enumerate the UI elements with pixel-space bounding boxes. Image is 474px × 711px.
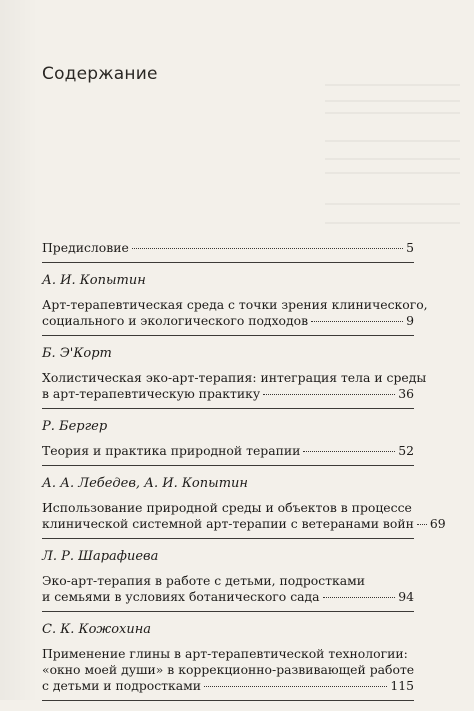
- toc-title-text: с детьми и подростками: [42, 678, 202, 693]
- ghost-line: [325, 203, 460, 205]
- page-number: 94: [398, 589, 414, 604]
- toc-line-last: [42, 313, 414, 329]
- toc-line: Использование природной среды и объектов в процессе: [42, 500, 412, 515]
- ghost-line: [325, 84, 460, 86]
- ghost-line: [325, 222, 460, 224]
- dot-leader: [204, 686, 387, 687]
- author-name: А. И. Копытин: [42, 273, 146, 288]
- toc-line-last: [42, 386, 414, 402]
- dot-leader: [323, 597, 396, 598]
- page-number: 115: [390, 678, 414, 693]
- dot-leader: [263, 394, 395, 395]
- page-number: 9: [406, 313, 414, 328]
- ghost-line: [325, 172, 460, 174]
- dot-leader: [132, 248, 403, 249]
- toc-title-text: Предисловие: [42, 240, 129, 255]
- page-number: 52: [398, 443, 414, 458]
- contents-heading: Содержание: [42, 64, 158, 84]
- divider: [42, 611, 414, 612]
- toc-line: Холистическая эко-арт-терапия: интеграция тела и среды: [42, 370, 427, 385]
- toc-line: Применение глины в арт-терапевтической технологии:: [42, 646, 408, 661]
- author-name: Р. Бергер: [42, 419, 108, 434]
- toc-entry[interactable]: [42, 476, 446, 532]
- divider: [42, 262, 414, 263]
- author-name: Л. Р. Шарафиева: [42, 549, 159, 564]
- toc-entry[interactable]: [42, 419, 414, 459]
- toc-line: Эко-арт-терапия в работе с детьми, подростками: [42, 573, 366, 588]
- toc-entry[interactable]: [42, 240, 414, 256]
- divider: [42, 700, 414, 701]
- divider: [42, 335, 414, 336]
- ghost-line: [325, 158, 460, 160]
- toc-title-text: Теория и практика природной терапии: [42, 443, 301, 458]
- author-name: А. А. Лебедев, А. И. Копытин: [42, 476, 248, 491]
- page-number: 36: [398, 386, 414, 401]
- toc-line-last: [42, 240, 414, 256]
- dot-leader: [311, 321, 403, 322]
- toc-entry[interactable]: [42, 346, 427, 402]
- dot-leader: [417, 524, 427, 525]
- ghost-line: [325, 112, 460, 114]
- toc-line-last: [42, 678, 414, 694]
- dot-leader: [303, 451, 395, 452]
- toc-entry[interactable]: [42, 273, 428, 329]
- page-number: 5: [406, 240, 414, 255]
- table-of-contents: [42, 240, 446, 711]
- toc-entry[interactable]: [42, 622, 414, 694]
- ghost-line: [325, 140, 460, 142]
- toc-line: «окно моей души» в коррекционно-развивающей работе: [42, 662, 415, 677]
- toc-line: Арт-терапевтическая среда с точки зрения клинического,: [42, 297, 428, 312]
- divider: [42, 465, 414, 466]
- toc-line-last: [42, 589, 414, 605]
- page-number: 69: [429, 516, 446, 531]
- author-name: С. К. Кожохина: [42, 622, 152, 637]
- toc-title-text: социального и экологического подходов: [42, 313, 309, 328]
- ghost-line: [325, 100, 460, 102]
- divider: [42, 408, 414, 409]
- toc-line-last: [42, 516, 446, 532]
- toc-entry[interactable]: [42, 549, 414, 605]
- toc-line-last: [42, 443, 414, 459]
- toc-title-text: и семьями в условиях ботанического сада: [42, 589, 320, 604]
- author-name: Б. Э'Корт: [42, 346, 112, 361]
- divider: [42, 538, 414, 539]
- toc-title-text: в арт-терапевтическую практику: [42, 386, 261, 401]
- toc-title-text: клинической системной арт-терапии с ветеранами войн: [42, 516, 414, 531]
